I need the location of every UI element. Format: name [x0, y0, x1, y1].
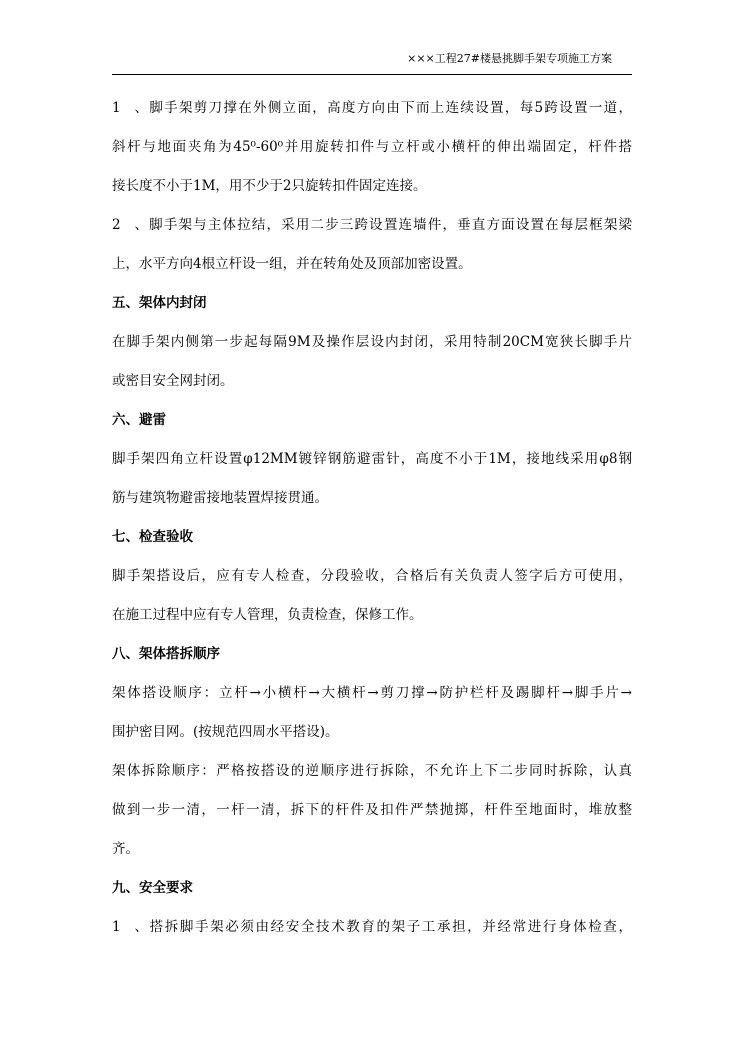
- para-2-line-2: 上，水平方向4根立杆设一组，并在转角处及顶部加密设置。: [112, 256, 472, 272]
- section-9-para-1-number: 1、: [112, 919, 148, 935]
- section-9-para-1-line-1: [112, 917, 632, 937]
- para-1-line-2: 斜杆与地面夹角为45⁰-60⁰并用旋转扣件与立杆或小横杆的伸出端固定，杆件搭: [112, 139, 632, 155]
- para-1-line-1: [112, 98, 632, 118]
- section-9-para-1-text: 搭拆脚手架必须由经安全技术教育的架子工承担，并经常进行身体检查，: [148, 919, 632, 935]
- document-title: ×××工程27#楼悬挑脚手架专项施工方案: [407, 52, 612, 65]
- para-2-line-1-text: 脚手架与主体拉结，采用二步三跨设置连墙件，垂直方面设置在每层框架梁: [148, 217, 632, 233]
- section-8-line-4: 做到一步一清，一杆一清，拆下的杆件及扣件严禁抛掷，杆件至地面时，堆放整: [112, 802, 632, 818]
- section-8-heading: 八、架体搭拆顺序: [112, 646, 220, 662]
- section-6-line-1: 脚手架四角立杆设置φ12MM镀锌钢筋避雷针，高度不小于1M，接地线采用φ8钢: [112, 451, 632, 467]
- section-5-line-2: 或密目安全网封闭。: [112, 373, 234, 389]
- section-5-line-1: 在脚手架内侧第一步起每隔9M及操作层设内封闭，采用特制20CM宽狭长脚手片: [112, 334, 632, 350]
- section-7-line-1: 脚手架搭设后，应有专人检查，分段验收，合格后有关负责人签字后方可使用，: [112, 568, 632, 584]
- para-1-line-1-text: 脚手架剪刀撑在外侧立面，高度方向由下而上连续设置，每5跨设置一道，: [148, 100, 632, 116]
- para-2-number: 2、: [112, 217, 148, 233]
- para-2-line-1: [112, 215, 632, 235]
- section-6-heading: 六、避雷: [112, 412, 166, 428]
- section-8-line-1: 架体搭设顺序：立杆→小横杆→大横杆→剪刀撑→防护栏杆及踢脚杆→脚手片→: [112, 685, 632, 701]
- section-8-line-2: 围护密目网。(按规范四周水平搭设)。: [112, 724, 339, 740]
- section-6-line-2: 筋与建筑物避雷接地装置焊接贯通。: [112, 490, 328, 506]
- para-1-number: 1、: [112, 100, 148, 116]
- section-8-line-3: 架体拆除顺序：严格按搭设的逆顺序进行拆除，不允许上下二步同时拆除，认真: [112, 763, 632, 779]
- section-7-heading: 七、检查验收: [112, 529, 193, 545]
- section-9-heading: 九、安全要求: [112, 880, 193, 896]
- section-8-line-5: 齐。: [112, 841, 139, 857]
- para-1-line-3: 接长度不小于1M，用不少于2只旋转扣件固定连接。: [112, 178, 427, 194]
- section-7-line-2: 在施工过程中应有专人管理，负责检查，保修工作。: [112, 607, 423, 623]
- section-5-heading: 五、架体内封闭: [112, 295, 207, 311]
- page-header: [112, 52, 632, 75]
